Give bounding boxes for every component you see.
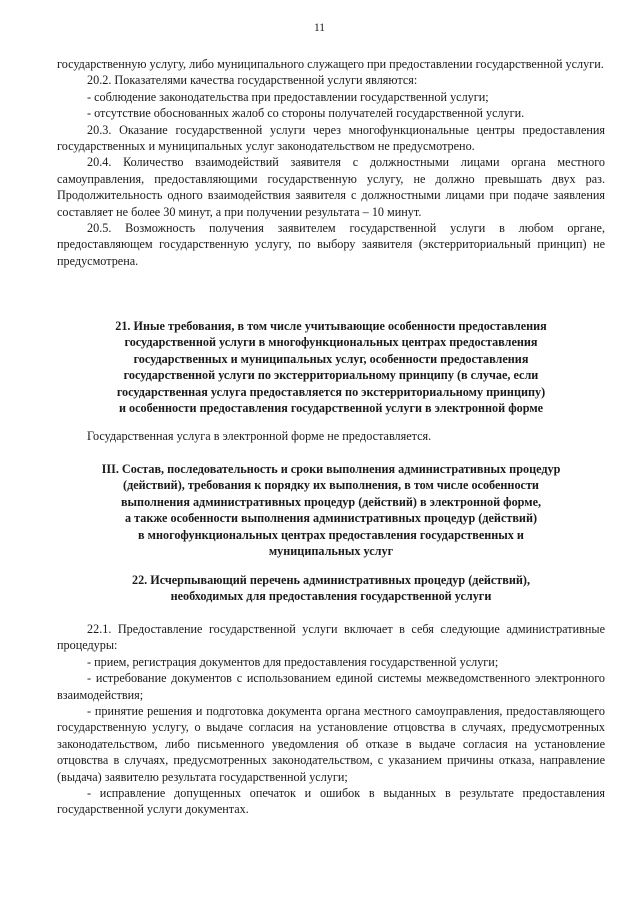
paragraph-22-1: 22.1. Предоставление государственной услуги включает в себя следующие административные процедуры:	[57, 622, 605, 653]
list-item: - прием, регистрация документов для предоставления государственной услуги;	[87, 654, 499, 669]
heading-line: III. Состав, последовательность и сроки выполнения административных процедур	[101, 462, 561, 476]
list-item: - соблюдение законодательства при предоставлении государственной услуги;	[87, 89, 489, 104]
list-item: - исправление допущенных опечаток и ошибок в выданных в результате предоставления государственной услуги документах.	[57, 786, 605, 817]
heading-line: и особенности предоставления государственной услуги в электронной форме	[118, 401, 544, 416]
heading-line: (действий), требования к порядку их выполнения, в том числе особенности	[123, 478, 539, 493]
paragraph-20-2: 20.2. Показателями качества государственной услуги являются:	[87, 73, 418, 88]
section-3-heading	[57, 461, 605, 559]
heading-line: 22. Исчерпывающий перечень административных процедур (действий),	[131, 573, 531, 587]
list-item: - отсутствие обоснованных жалоб со стороны получателей государственной услуги.	[87, 106, 525, 121]
section-22-text	[57, 621, 605, 818]
heading-line: а также особенности выполнения административных процедур (действий)	[124, 511, 538, 526]
paragraph-continuation: государственную услугу, либо муниципального служащего при предоставлении государственной услуги.	[57, 57, 604, 71]
list-item: - истребование документов с использованием единой системы межведомственного электронного взаимодействия;	[57, 671, 605, 702]
heading-line: муниципальных услуг	[268, 544, 394, 559]
heading-line: выполнения административных процедур (действий) в электронной форме,	[120, 494, 542, 509]
list-item: - принятие решения и подготовка документа органа местного самоуправления, предоставляющего государственную услугу, о выдаче согласия на установление отцовства в случаях, предусмотренных законодательством, либо письменного уведомления об отказе в выдаче согласия на установление отцовства в случаях, предусмотренных законодательством, с указанием причины отказа, направление (выдача) заявителю результата государственной услуги;	[57, 704, 605, 784]
section-21-text	[57, 428, 605, 444]
section-22-heading	[57, 572, 605, 605]
heading-line: государственной услуги по экстерриториальному принципу (в случае, если	[123, 368, 539, 383]
heading-line: государственных и муниципальных услуг, особенности предоставления	[133, 351, 529, 366]
heading-line: государственной услуги в многофункциональных центрах предоставления	[124, 335, 538, 350]
paragraph-section-21: Государственная услуга в электронной форме не предоставляется.	[87, 429, 432, 443]
page-number: 11	[313, 22, 326, 34]
section-21-heading	[57, 318, 605, 416]
paragraph-20-5: 20.5. Возможность получения заявителем государственной услуги в любом органе, предоставляющем государственную услугу, по выбору заявителя (экстерриториальный принцип) не предусмотрена.	[57, 221, 605, 268]
paragraph-20-3: 20.3. Оказание государственной услуги через многофункциональные центры предоставления государственных и муниципальных услуг законодательством не предусмотрено.	[57, 122, 605, 154]
heading-line: 21. Иные требования, в том числе учитывающие особенности предоставления	[115, 319, 547, 333]
heading-line: в многофункциональных центрах предоставления государственных и	[138, 527, 524, 542]
section-20-text	[57, 56, 605, 269]
heading-line: необходимых для предоставления государственной услуги	[170, 589, 492, 604]
heading-line: государственная услуга предоставляется по экстерриториальному принципу)	[116, 384, 546, 399]
paragraph-20-4: 20.4. Количество взаимодействий заявителя с должностными лицами органа местного самоуправления, предоставляющими государственную услугу, не должно превышать двух раз. Продолжительность одного взаимодействия заявителя с должностными лицами при подаче заявления составляет не более 30 минут, а при получении результата – 10 минут.	[57, 155, 605, 219]
